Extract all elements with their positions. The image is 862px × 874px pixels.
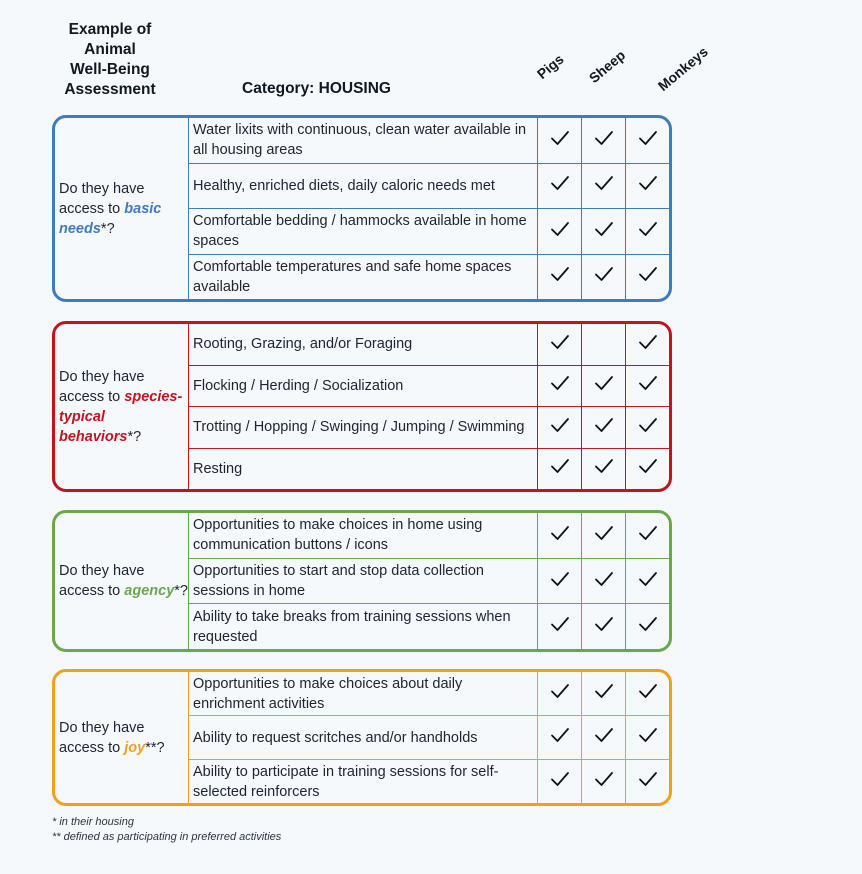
question-prefix: Do they have access to <box>59 368 145 405</box>
checkmark-icon <box>594 266 614 287</box>
checkmark-icon <box>594 175 614 196</box>
checkmark-icon <box>638 334 658 355</box>
column-header-pigs: Pigs <box>533 50 567 82</box>
checkmark-icon <box>550 130 570 151</box>
check-cell-pigs <box>537 513 581 558</box>
check-cell-sheep <box>581 760 625 803</box>
checkmark-icon <box>594 683 614 704</box>
checkmark-icon <box>638 525 658 546</box>
checkmark-icon <box>638 175 658 196</box>
table-row <box>189 672 669 715</box>
title-line: Assessment <box>64 81 156 98</box>
checkmark-icon <box>638 221 658 242</box>
table-row <box>189 365 669 407</box>
check-cell-sheep <box>581 716 625 759</box>
checkmark-icon <box>594 221 614 242</box>
checkmark-icon <box>550 266 570 287</box>
check-cell-monkeys <box>625 324 669 365</box>
title-line: Animal <box>84 41 136 58</box>
check-cell-pigs <box>537 604 581 649</box>
check-cell-sheep <box>581 559 625 604</box>
check-cell-pigs <box>537 164 581 209</box>
table-row <box>189 254 669 300</box>
checkmark-icon <box>550 727 570 748</box>
question-keyword: basic needs <box>59 200 162 237</box>
check-cell-monkeys <box>625 164 669 209</box>
checkmark-icon <box>550 771 570 792</box>
question-prefix: Do they have access to <box>59 180 145 217</box>
checkmark-icon <box>550 525 570 546</box>
check-cell-pigs <box>537 407 581 448</box>
question-suffix: **? <box>145 739 165 756</box>
checkmark-icon <box>638 417 658 438</box>
table-row <box>189 163 669 209</box>
check-cell-pigs <box>537 209 581 254</box>
check-cell-pigs <box>537 716 581 759</box>
checkmark-icon <box>594 571 614 592</box>
section-joy <box>52 669 672 806</box>
check-cell-monkeys <box>625 559 669 604</box>
checkmark-icon <box>594 417 614 438</box>
checkmark-icon <box>638 616 658 637</box>
title-line: Well-Being <box>70 61 150 78</box>
check-cell-sheep <box>581 449 625 490</box>
checkmark-icon <box>594 771 614 792</box>
criterion-label: Water lixits with continuous, clean water available in all housing areas <box>193 122 527 159</box>
question-suffix: *? <box>100 220 115 237</box>
checkmark-icon <box>550 334 570 355</box>
checkmark-icon <box>638 771 658 792</box>
checkmark-icon <box>638 266 658 287</box>
table-row <box>189 558 669 604</box>
check-cell-sheep <box>581 366 625 407</box>
table-row <box>189 118 669 163</box>
checkmark-icon <box>594 458 614 479</box>
check-cell-monkeys <box>625 760 669 803</box>
table-row <box>189 603 669 649</box>
check-cell-pigs <box>537 255 581 300</box>
criterion-label: Comfortable bedding / hammocks available in home spaces <box>193 213 527 250</box>
section-question <box>55 324 188 489</box>
checkmark-icon <box>594 130 614 151</box>
criterion-label: Resting <box>193 460 243 477</box>
checkmark-icon <box>594 616 614 637</box>
check-cell-monkeys <box>625 209 669 254</box>
checkmark-icon <box>638 458 658 479</box>
check-cell-pigs <box>537 366 581 407</box>
criterion-label: Opportunities to start and stop data collection sessions in home <box>193 563 484 599</box>
check-cell-monkeys <box>625 407 669 448</box>
column-header-sheep: Sheep <box>585 46 629 86</box>
checkmark-icon <box>550 375 570 396</box>
check-cell-pigs <box>537 118 581 163</box>
checkmark-icon <box>638 727 658 748</box>
table-row <box>189 324 669 365</box>
title-line: Example of <box>68 21 152 38</box>
check-cell-sheep <box>581 164 625 209</box>
check-cell-monkeys <box>625 118 669 163</box>
check-cell-monkeys <box>625 716 669 759</box>
check-cell-pigs <box>537 760 581 803</box>
section-species-typical-behaviors <box>52 321 672 492</box>
section-basic-needs <box>52 115 672 302</box>
checkmark-icon <box>550 683 570 704</box>
check-cell-pigs <box>537 672 581 715</box>
checkmark-icon <box>594 727 614 748</box>
checkmark-icon <box>638 130 658 151</box>
checkmark-icon <box>594 525 614 546</box>
checkmark-icon <box>550 458 570 479</box>
question-prefix: Do they have access to <box>59 563 145 599</box>
check-cell-sheep <box>581 118 625 163</box>
footnote-housing: * in their housing <box>52 816 134 828</box>
question-prefix: Do they have access to <box>59 719 145 756</box>
check-cell-monkeys <box>625 513 669 558</box>
table-row <box>189 759 669 803</box>
checkmark-icon <box>550 616 570 637</box>
check-cell-sheep <box>581 604 625 649</box>
footnote-preferred-activities: ** defined as participating in preferred activities <box>52 831 282 843</box>
criterion-label: Ability to take breaks from training sessions when requested <box>193 608 511 645</box>
criterion-label: Rooting, Grazing, and/or Foraging <box>193 336 413 353</box>
criterion-label: Ability to participate in training sessions for self-selected reinforcers <box>193 763 499 800</box>
table-row <box>189 513 669 558</box>
criterion-label: Opportunities to make choices in home using communication buttons / icons <box>193 517 483 554</box>
table-row <box>189 715 669 759</box>
check-cell-sheep <box>581 672 625 715</box>
check-cell-sheep <box>581 209 625 254</box>
criterion-label: Ability to request scritches and/or handholds <box>193 729 478 746</box>
checkmark-icon <box>550 221 570 242</box>
check-cell-pigs <box>537 324 581 365</box>
check-cell-sheep <box>581 255 625 300</box>
checkmark-icon <box>638 683 658 704</box>
criterion-label: Trotting / Hopping / Swinging / Jumping / Swimming <box>193 419 525 436</box>
criterion-label: Healthy, enriched diets, daily caloric needs met <box>193 177 495 194</box>
checkmark-icon <box>550 571 570 592</box>
check-cell-sheep <box>581 324 625 365</box>
assessment-title <box>52 20 168 100</box>
check-cell-pigs <box>537 559 581 604</box>
check-cell-monkeys <box>625 255 669 300</box>
table-row <box>189 406 669 448</box>
column-header-monkeys: Monkeys <box>654 43 711 94</box>
check-cell-monkeys <box>625 604 669 649</box>
question-keyword: species-typical behaviors <box>59 388 183 445</box>
criterion-label: Comfortable temperatures and safe home spaces available <box>193 258 512 295</box>
category-label: Category: HOUSING <box>242 80 391 97</box>
checkmark-icon <box>594 375 614 396</box>
check-cell-sheep <box>581 407 625 448</box>
section-agency <box>52 510 672 652</box>
question-suffix: *? <box>174 583 188 599</box>
check-cell-pigs <box>537 449 581 490</box>
question-keyword: agency <box>124 583 175 599</box>
table-row <box>189 448 669 490</box>
section-question <box>55 118 188 299</box>
check-cell-monkeys <box>625 366 669 407</box>
section-question <box>55 513 188 649</box>
question-keyword: joy <box>124 739 146 756</box>
criterion-label: Opportunities to make choices about daily enrichment activities <box>193 675 463 712</box>
checkmark-icon <box>550 417 570 438</box>
check-cell-monkeys <box>625 672 669 715</box>
section-question <box>55 672 188 803</box>
checkmark-icon <box>638 375 658 396</box>
criterion-label: Flocking / Herding / Socialization <box>193 377 404 394</box>
table-row <box>189 208 669 254</box>
question-suffix: *? <box>127 428 142 445</box>
check-cell-sheep <box>581 513 625 558</box>
checkmark-icon <box>638 571 658 592</box>
check-cell-monkeys <box>625 449 669 490</box>
checkmark-icon <box>550 175 570 196</box>
